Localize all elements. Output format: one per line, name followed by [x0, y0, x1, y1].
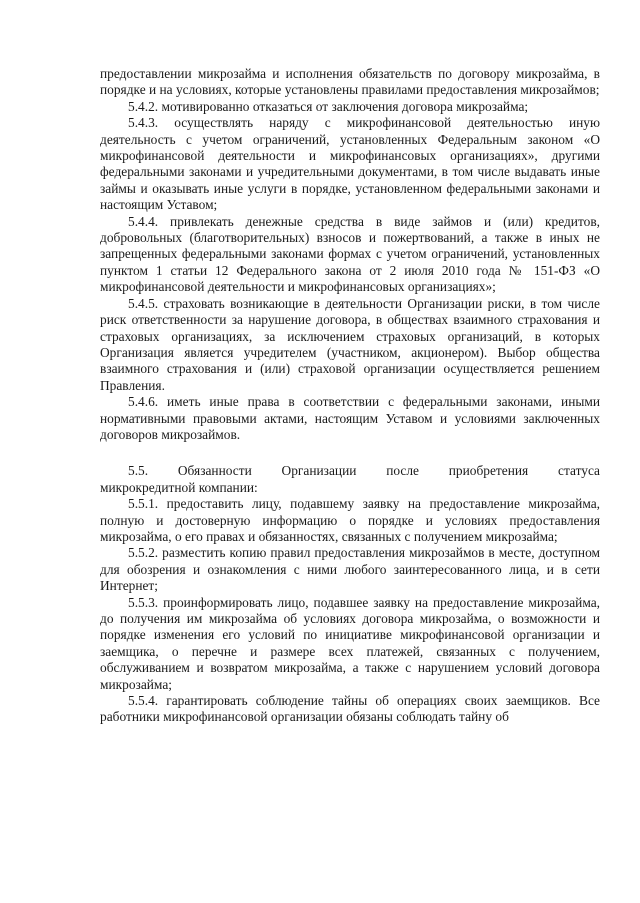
paragraph-5-4-5: 5.4.5. страховать возникающие в деятельности Организации риски, в том числе риск ответственности за нарушение договора, в обществах взаимного страхования и страховых организациях, за исключением страховых организаций, в которых Организация является учредителем (участником, акционером). Выбор общества взаимного страхования и (или) страховой организации осуществляется решением Правления.	[100, 295, 600, 393]
paragraph-5-5-1: 5.5.1. предоставить лицу, подавшему заявку на предоставление микрозайма, полную и достоверную информацию о порядке и условиях предоставления микрозайма, о его правах и обязанностях, связанных с получением микрозайма;	[100, 496, 600, 544]
paragraph-continuation: предоставлении микрозайма и исполнения обязательств по договору микрозайма, в порядке и на условиях, которые установлены правилами предоставления микрозаймов;	[100, 66, 600, 98]
section-heading-5-5-continuation: микрокредитной компании:	[100, 479, 258, 495]
paragraph-5-5-3: 5.5.3. проинформировать лицо, подавшее заявку на предоставление микрозайма, до получения им микрозайма об условиях договора микрозайма, о возможности и порядке изменения его условий по инициативе микрофинансовой организации и заемщика, о перечне и размере всех платежей, связанных с получением, обслуживанием и возвратом микрозайма, а также с нарушением условий договора микрозайма;	[100, 594, 600, 692]
section-heading-5-5: 5.5. Обязанности Организации после приобретения статуса	[128, 463, 600, 479]
paragraph-5-5-2: 5.5.2. разместить копию правил предоставления микрозаймов в месте, доступном для обозрения и ознакомления с ними любого заинтересованного лица, и в сети Интернет;	[100, 545, 600, 594]
paragraph-5-4-3: 5.4.3. осуществлять наряду с микрофинансовой деятельностью иную деятельность с учетом ограничений, установленных Федеральным законом «О микрофинансовой деятельности и микрофинансовых организациях», другими федеральными законами и учредительными документами, в том числе выдавать иные займы и оказывать иные услуги в порядке, установленном федеральными законами и настоящим Уставом;	[100, 115, 600, 213]
paragraph-5-4-2: 5.4.2. мотивированно отказаться от заключения договора микрозайма;	[128, 98, 529, 114]
paragraph-5-4-6: 5.4.6. иметь иные права в соответствии с федеральными законами, иными нормативными правовыми актами, настоящим Уставом и условиями заключенных договоров микрозаймов.	[100, 394, 600, 442]
paragraph-5-4-4: 5.4.4. привлекать денежные средства в виде займов и (или) кредитов, добровольных (благотворительных) взносов и пожертвований, а также в иных не запрещенных федеральными законами формах с учетом ограничений, установленных пунктом 1 статьи 12 Федерального закона от 2 июля 2010 года № 151-ФЗ «О микрофинансовой деятельности и микрофинансовых организациях»;	[100, 213, 600, 295]
section-gap	[100, 443, 600, 463]
paragraph-5-5-4: 5.5.4. гарантировать соблюдение тайны об операциях своих заемщиков. Все работники микрофинансовой организации обязаны соблюдать тайну об	[100, 693, 600, 725]
document-page	[100, 66, 600, 726]
